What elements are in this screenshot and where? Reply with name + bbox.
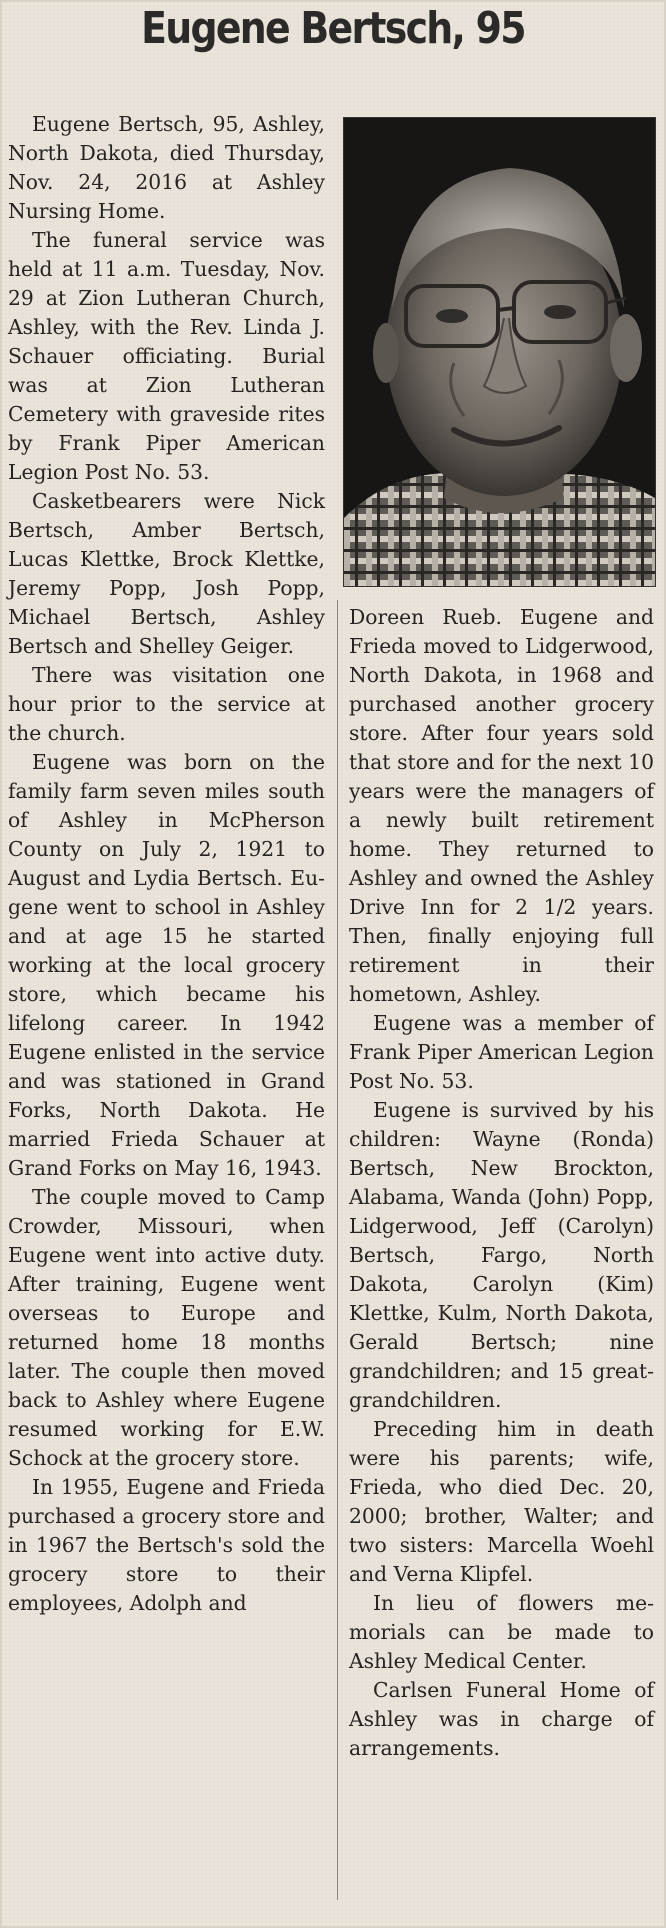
paragraph: In 1955, Eugene and Frieda purchased a grocery store and in 1967 the Bertsch's sold the grocery store to their employees, Adolph and [8, 1475, 325, 1615]
paragraph: Casketbearers were Nick Bertsch, Amber Bertsch, Lucas Klettke, Brock Klettke, Jeremy Popp, Josh Popp, Michael Bertsch, Ashley Bertsch and Shelley Geiger. [8, 489, 325, 658]
paragraph: Eugene Bertsch, 95, Ashley, North Dakota, died Thursday, Nov. 24, 2016 at Ashley Nursing Home. [8, 112, 325, 223]
right-column [349, 603, 654, 1763]
paragraph: Eugene is survived by his children: Wayne (Ronda) Bertsch, New Brockton, Alabama, Wanda (John) Popp, Lidgerwood, Jeff (Carolyn) Bertsch, Fargo, North Dakota, Carolyn (Kim) Klettke, Kulm, North Dakota, Gerald Bertsch; nine grandchildren; and 15 great-grandchildren. [349, 1098, 654, 1412]
paragraph: In lieu of flowers memorials can be made to Ashley Medical Center. [349, 1591, 654, 1673]
paragraph: Eugene was a member of Frank Piper American Legion Post No. 53. [349, 1011, 654, 1093]
portrait-image [344, 118, 655, 586]
paragraph: The funeral service was held at 11 a.m. Tuesday, Nov. 29 at Zion Lutheran Church, Ashley, with the Rev. Linda J. Schauer officiating. Burial was at Zion Lutheran Cemetery with graveside rites by Frank Piper American Legion Post No. 53. [8, 228, 325, 484]
paragraph: There was visitation one hour prior to the service at the church. [8, 663, 325, 745]
paragraph: Eugene was born on the family farm seven miles south of Ashley in McPherson County on July 2, 1921 to August and Lydia Bertsch. Eugene went to school in Ashley and at age 15 he started working at the local grocery store, which became his lifelong career. In 1942 Eugene enlisted in the service and was stationed in Grand Forks, North Dakota. He married Frieda Schauer at Grand Forks on May 16, 1943. [8, 750, 325, 1180]
paragraph: The couple moved to Camp Crowder, Missouri, when Eugene went into active duty. After training, Eugene went overseas to Europe and returned home 18 months later. The couple then moved back to Ashley where Eugene resumed working for E.W. Schock at the grocery store. [8, 1185, 325, 1470]
portrait-photo [343, 117, 656, 587]
left-column [8, 110, 325, 1618]
paragraph: Preceding him in death were his parents; wife, Frieda, who died Dec. 20, 2000; brother, Walter; and two sisters: Marcella Woehl and Verna Klipfel. [349, 1417, 654, 1586]
paragraph: Carlsen Funeral Home of Ashley was in charge of arrangements. [349, 1678, 654, 1760]
obituary-headline: Eugene Bertsch, 95 [141, 3, 525, 54]
column-divider [337, 600, 338, 1900]
paragraph-continued: Doreen Rueb. Eugene and Frieda moved to Lidgerwood, North Dakota, in 1968 and purchased another grocery store. After four years sold that store and for the next 10 years were the managers of a newly built retirement home. They returned to Ashley and owned the Ashley Drive Inn for 2 1/2 years. Then, finally enjoying full retirement in their hometown, Ashley. [349, 605, 654, 1006]
